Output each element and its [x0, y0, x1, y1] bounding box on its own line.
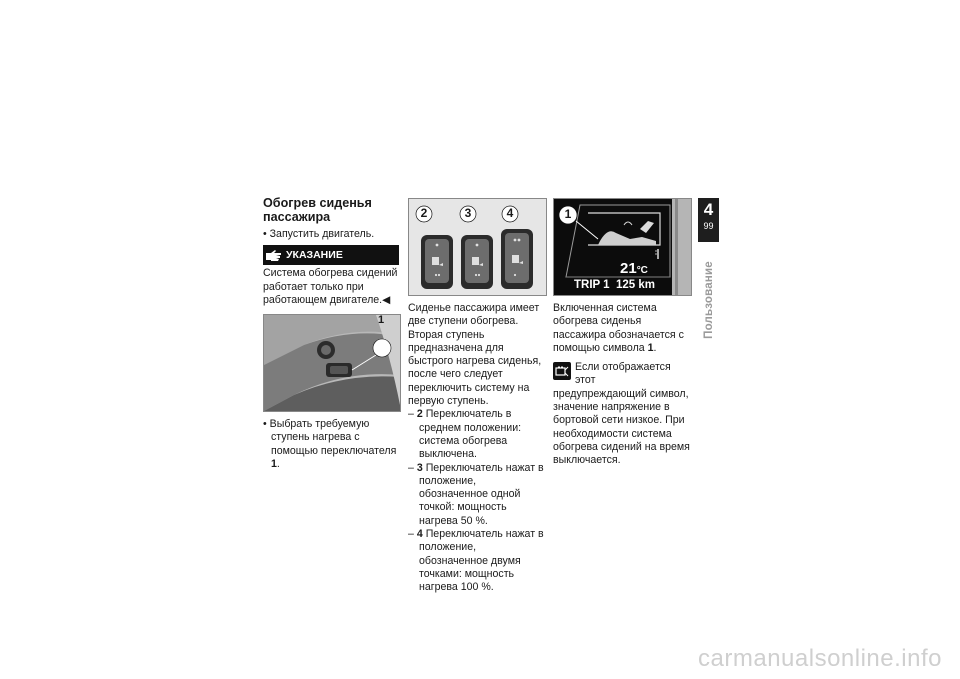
step-select-level-ref: 1	[271, 458, 277, 471]
display-trip: TRIP 1 125 km	[574, 279, 655, 291]
photo-callout-1: 1	[377, 314, 385, 326]
list-item-2	[408, 408, 545, 461]
list-item-4-dash: –	[408, 528, 417, 541]
column-3	[553, 196, 690, 468]
list-item-3	[408, 462, 545, 528]
column-2	[408, 196, 545, 595]
warning-paragraph	[553, 361, 690, 467]
chapter-tab	[698, 198, 719, 242]
switch-label-2: 2	[420, 206, 428, 220]
switch-label-3: 3	[464, 206, 472, 220]
intro-text: Сиденье пассажира имеет две ступени обогрева. Вторая ступень предназначена для быстрого нагрева сиденья, после чего следует переключить систему на первую ступень.	[408, 302, 542, 408]
step-select-level	[263, 418, 399, 471]
door-switch-photo	[263, 314, 401, 412]
indicator-text-main: Включенная система обогрева сиденья пассажира обозначается с помощью символа	[553, 302, 684, 354]
warning-text: Если отображается этот предупреждающий символ, значение напряжение в бортовой сети низкое. При необходимости система обогрева сидений на время выключается.	[553, 361, 690, 467]
list-item-3-dash: –	[408, 461, 417, 474]
notice-bar	[263, 245, 399, 265]
step-select-level-end: .	[276, 458, 280, 471]
list-item-3-num: 3	[416, 461, 423, 474]
list-item-4-num: 4	[416, 528, 423, 541]
display-temperature	[620, 261, 648, 279]
chapter-side-tab	[698, 198, 719, 353]
heater-switches-photo	[408, 198, 547, 296]
notice-label: УКАЗАНИЕ	[286, 248, 343, 261]
list-item-2-text: Переключатель в среднем положении: система обогрева выключена.	[419, 408, 522, 461]
switch-label-4: 4	[506, 206, 514, 220]
list-item-2-dash: –	[408, 408, 417, 421]
watermark: carmanualsonline.info	[698, 645, 942, 672]
indicator-text-ref: 1	[647, 341, 654, 354]
list-item-2-num: 2	[416, 408, 423, 421]
battery-warning-icon	[553, 362, 571, 380]
indicator-text-end: .	[653, 341, 657, 354]
pointing-hand-icon	[266, 249, 282, 262]
chapter-label-wrap	[698, 250, 719, 350]
step-select-level-text: • Выбрать требуемую ступень нагрева с помощью переключателя	[263, 418, 397, 457]
chapter-number: 4	[703, 200, 714, 219]
page-number: 99	[703, 221, 714, 231]
chapter-label: Пользование	[702, 261, 715, 339]
indicator-text	[553, 302, 690, 355]
section-title: Обогрев сиденья пассажира	[263, 196, 372, 224]
display-callout-1: 1	[564, 207, 572, 221]
dashboard-display-photo	[553, 198, 692, 296]
display-temp-unit: °C	[636, 265, 648, 276]
column-1	[263, 196, 399, 471]
notice-text: Система обогрева сидений работает только при работающем двигателе.◀	[263, 267, 398, 306]
list-item-4	[408, 528, 545, 594]
step-start-engine: • Запустить двигатель.	[263, 228, 375, 240]
list-item-4-text: Переключатель нажат в положение, обозначенное двумя точками: мощность нагрева 100 %.	[419, 528, 544, 594]
list-item-3-text: Переключатель нажат в положение, обозначенное одной точкой: мощность нагрева 50 %.	[419, 461, 544, 527]
display-temp-value: 21	[620, 260, 637, 277]
